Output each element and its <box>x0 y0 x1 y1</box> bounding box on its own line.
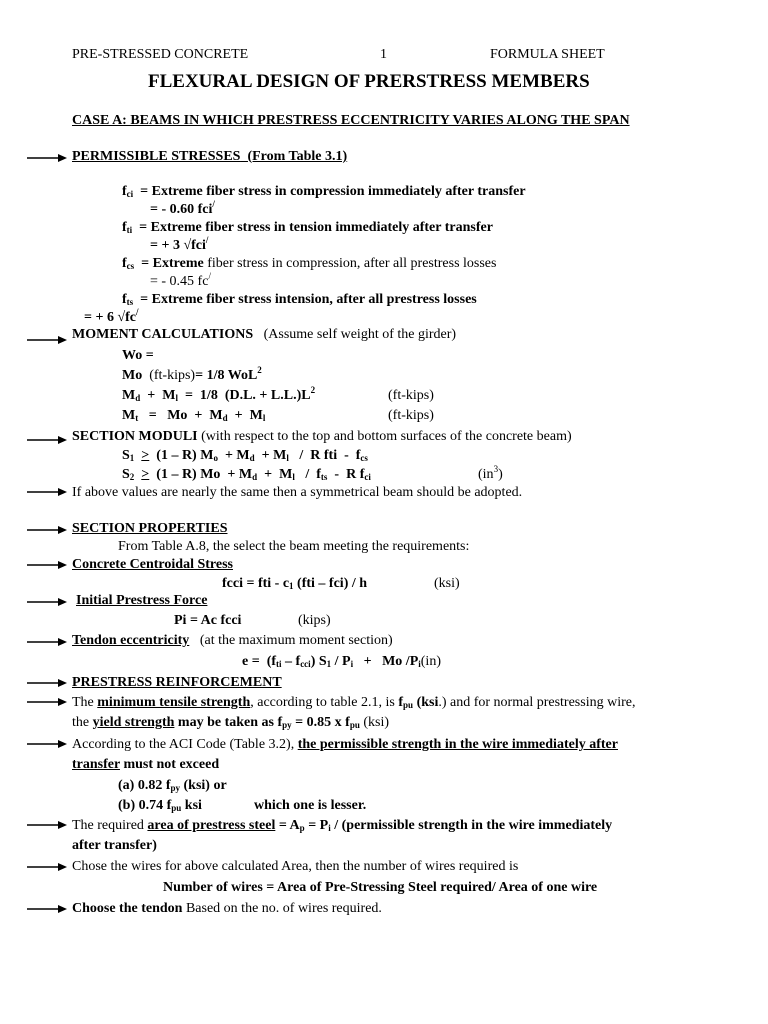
concrete-centroidal-stress-heading: Concrete Centroidal Stress <box>72 557 233 572</box>
fti-value: = + 3 √fci/ <box>150 235 209 253</box>
wo-line: Wo = <box>122 348 154 363</box>
fci-definition: $f_{ci}$ = Extreme fiber stress in compression immediately after transfer <box>122 184 526 199</box>
pi-formula: Pi = Ac fcci <box>174 613 242 628</box>
eccentricity-formula: $e = (f_{ti} - f_{cci})$ $S_1 / P_i + Mo$ $/P_i(in)$ <box>242 654 441 669</box>
right-arrow-icon <box>27 637 67 647</box>
s1-formula: $S_1 > (1 - R) M_o + M_d + M_l / R$ fti - $f_{cs}$ <box>122 448 368 463</box>
pi-unit: (kips) <box>298 613 331 628</box>
area-prestress-steel-line: The required area of prestress steel = $A_p = P_i$ / (permissible strength in the wire immediately <box>72 818 613 833</box>
right-arrow-icon <box>27 153 67 163</box>
fts-value: = + 6 √fc/ <box>84 307 139 325</box>
yield-strength-line: the yield strength may be taken as $f_{py} = 0.85$ x $f_{pu}$ (ksi) <box>72 715 389 730</box>
header-right: FORMULA SHEET <box>490 47 605 62</box>
section-moduli-heading: SECTION MODULI (with respect to the top and bottom surfaces of the concrete beam) <box>72 429 572 444</box>
md-ml-unit: (ft-kips) <box>388 388 434 403</box>
right-arrow-icon <box>27 597 67 607</box>
mt-line: $M_t = Mo + M_d + M_l$ <box>122 408 266 423</box>
choose-tendon-line: Choose the tendon Based on the no. of wires required. <box>72 901 382 916</box>
right-arrow-icon <box>27 335 67 345</box>
md-ml-line: $M_d + M_l = 1/8$ (D.L. + $L.L.)L^2$ <box>122 385 316 403</box>
min-tensile-strength-line: The minimum tensile strength, according to table 2.1, is $f_{pu}$ (ksi.) and for normal prestressing wire, <box>72 695 636 710</box>
aci-code-line: According to the ACI Code (Table 3.2), the permissible strength in the wire immediately after <box>72 737 618 752</box>
case-heading: CASE A: BEAMS IN WHICH PRESTRESS ECCENTRICITY VARIES ALONG THE SPAN <box>72 113 630 128</box>
moment-calculations-heading: MOMENT CALCULATIONS (Assume self weight of the girder) <box>72 327 457 342</box>
mt-unit: (ft-kips) <box>388 408 434 423</box>
right-arrow-icon <box>27 487 67 497</box>
right-arrow-icon <box>27 678 67 688</box>
page-title: FLEXURAL DESIGN OF PRERSTRESS MEMBERS <box>148 71 590 92</box>
transfer-limit-line: transfer must not exceed <box>72 757 220 772</box>
fts-definition: $f_{ts}$ = Extreme fiber stress intension, after all prestress losses <box>122 292 477 307</box>
right-arrow-icon <box>27 904 67 914</box>
option-a: (a) 0.82 $f_{py}$ (ksi) or <box>118 778 227 793</box>
option-lesser-note: which one is lesser. <box>254 798 367 813</box>
section-moduli-unit: $(in^3)$ <box>478 464 503 482</box>
right-arrow-icon <box>27 820 67 830</box>
header-page-number: 1 <box>380 47 387 62</box>
right-arrow-icon <box>27 525 67 535</box>
right-arrow-icon <box>27 697 67 707</box>
fti-definition: $f_{ti}$ = Extreme fiber stress in tension immediately after transfer <box>122 220 493 235</box>
option-b: (b) 0.74 $f_{pu}$ ksi <box>118 798 202 813</box>
prestress-reinforcement-heading: PRESTRESS REINFORCEMENT <box>72 675 282 690</box>
after-transfer-line: after transfer) <box>72 838 157 853</box>
fcci-unit: (ksi) <box>434 576 460 591</box>
fci-value: = - 0.60 fci/ <box>150 199 215 217</box>
choose-wires-line: Chose the wires for above calculated Area, then the number of wires required is <box>72 859 519 874</box>
mo-line: Mo (ft-kips)= 1/8 WoL$^2$ <box>122 365 262 383</box>
tendon-eccentricity-heading: Tendon eccentricity (at the maximum moment section) <box>72 633 393 648</box>
s2-formula: $S_2 > (1 - R) Mo + M_d + M_l / f_{ts} - R$ $f_{ci}$ <box>122 467 371 482</box>
permissible-stresses-heading: PERMISSIBLE STRESSES (From Table 3.1) <box>72 149 348 164</box>
symmetrical-beam-note: If above values are nearly the same then a symmetrical beam should be adopted. <box>72 485 523 500</box>
right-arrow-icon <box>27 862 67 872</box>
fcci-formula: fcci = fti - $c_1$ (fti – fci) / h <box>222 576 368 591</box>
fcs-value: = - 0.45 fc/ <box>150 271 211 289</box>
fcs-definition: $f_{cs}$ = Extreme fiber stress in compression, after all prestress losses <box>122 256 497 271</box>
initial-prestress-force-heading: Initial Prestress Force <box>76 593 208 608</box>
from-table-note: From Table A.8, the select the beam meeting the requirements: <box>118 539 470 554</box>
right-arrow-icon <box>27 560 67 570</box>
section-properties-heading: SECTION PROPERTIES <box>72 521 228 536</box>
right-arrow-icon <box>27 739 67 749</box>
right-arrow-icon <box>27 435 67 445</box>
number-of-wires-formula: Number of wires = Area of Pre-Stressing Steel required/ Area of one wire <box>163 880 598 895</box>
header-left: PRE-STRESSED CONCRETE <box>72 47 249 62</box>
